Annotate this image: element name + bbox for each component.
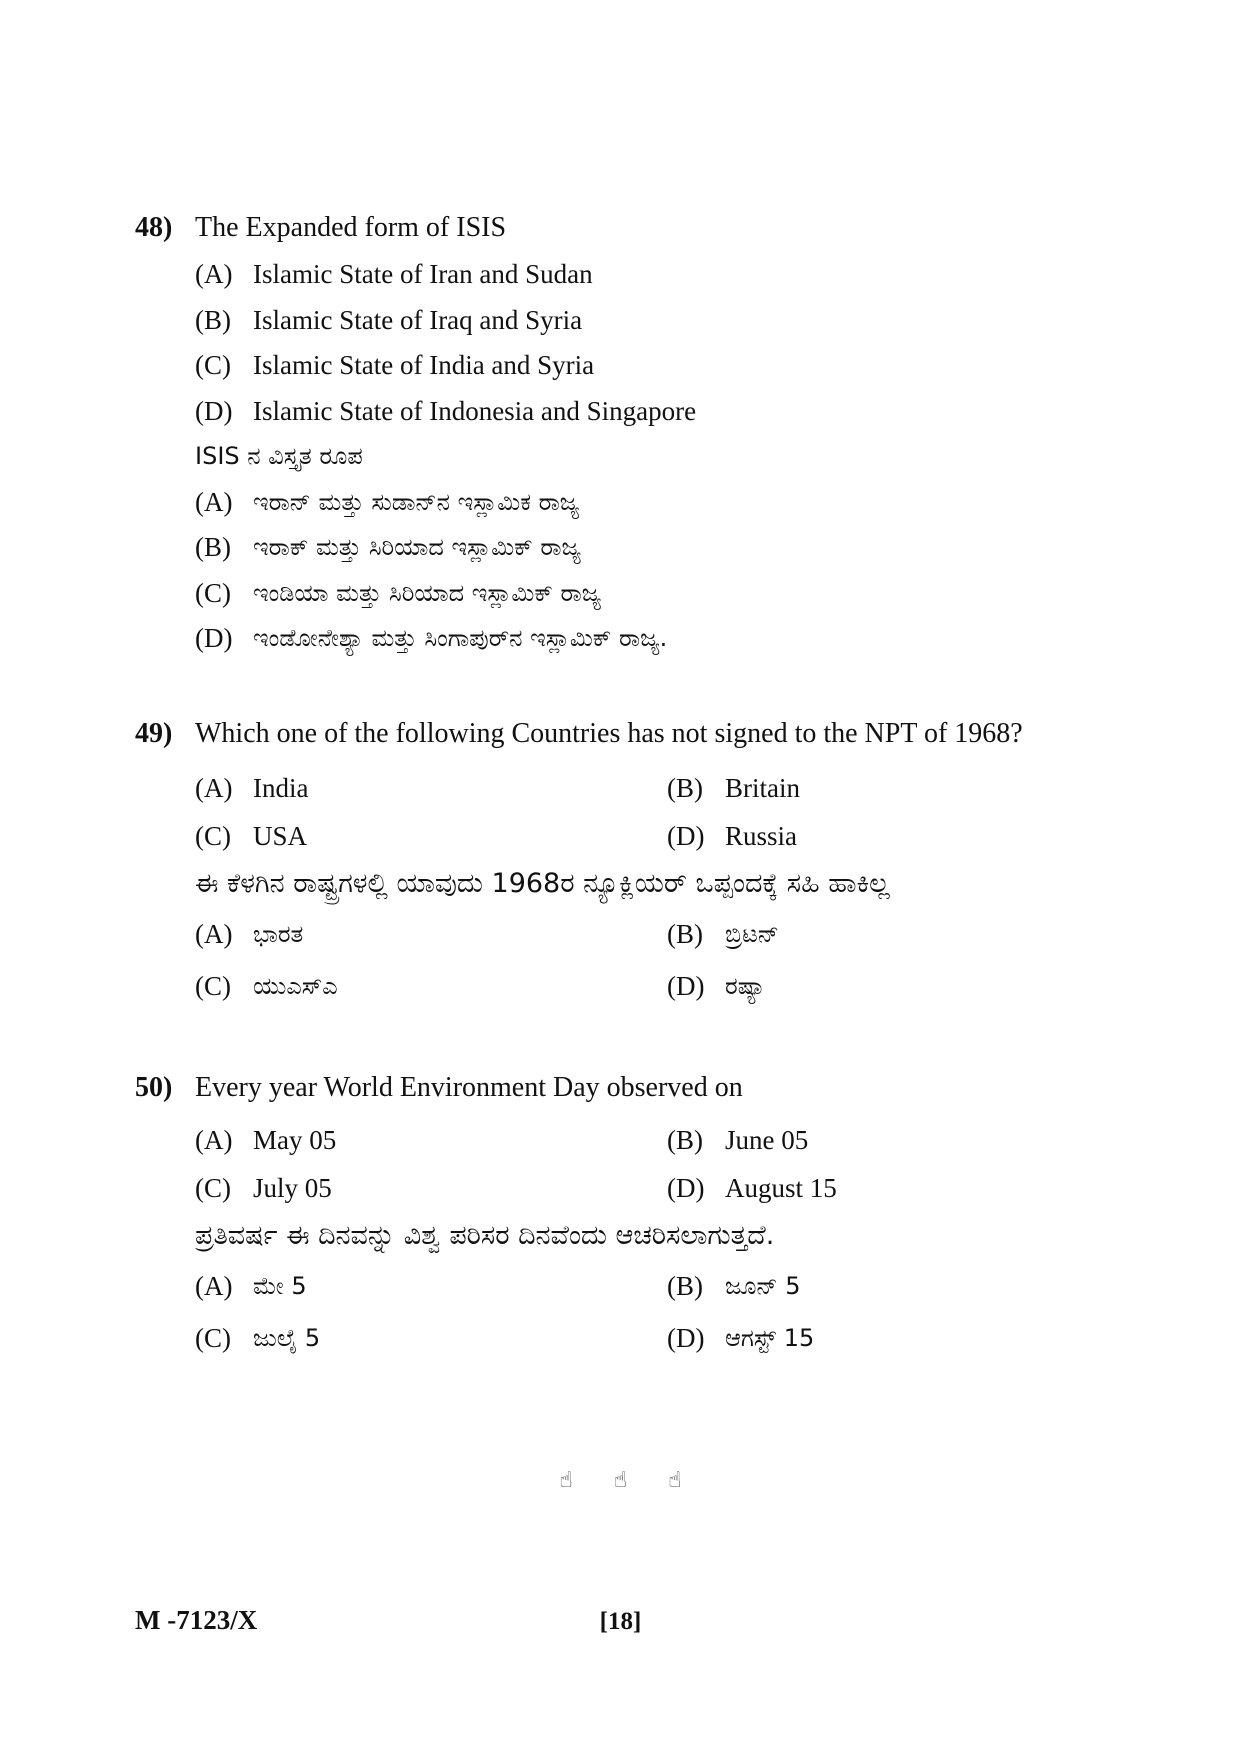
question-number: 49) xyxy=(135,718,173,749)
option-b xyxy=(667,1116,1139,1164)
option-label: (B) xyxy=(667,773,703,803)
option-text: ಮೇ 5 xyxy=(253,1272,307,1300)
option-text: ಇಂಡೋನೇಶ್ಯಾ ಮತ್ತು ಸಿಂಗಾಪುರ್‌ನ ಇಸ್ಲಾಮಿಕ್ ರಾಜ್ಯ. xyxy=(253,624,668,652)
option-label: (D) xyxy=(195,395,233,426)
question-text: The Expanded form of ISIS xyxy=(195,212,507,243)
option-label: (B) xyxy=(667,1271,703,1301)
pointing-hand-icon: ☝ xyxy=(559,1468,573,1493)
option-d xyxy=(195,389,1135,435)
question-text: Every year World Environment Day observed on xyxy=(195,1072,743,1103)
question-50 xyxy=(135,1072,1135,1364)
option-c xyxy=(195,343,1135,389)
option-label: (A) xyxy=(195,773,233,803)
option-b xyxy=(667,764,1139,812)
option-text: Islamic State of Iraq and Syria xyxy=(253,304,583,335)
paper-code: M -7123/X xyxy=(135,1605,258,1635)
question-header xyxy=(135,212,1135,252)
options-row xyxy=(195,812,1135,860)
option-d xyxy=(667,812,1139,860)
option-d xyxy=(667,1164,1139,1212)
option-label: (D) xyxy=(667,821,705,851)
options-row xyxy=(195,960,1135,1012)
option-text: India xyxy=(253,773,309,803)
option-b-kannada xyxy=(667,908,1139,960)
options-row xyxy=(195,764,1135,812)
option-label: (A) xyxy=(195,1125,233,1155)
option-text: June 05 xyxy=(725,1125,809,1155)
option-c-kannada xyxy=(195,571,1135,617)
option-text: May 05 xyxy=(253,1125,337,1155)
question-text-kannada: ISIS ನ ವಿಸ್ತೃತ ರೂಪ xyxy=(195,442,363,470)
option-a-kannada xyxy=(195,480,1135,526)
option-c-kannada xyxy=(195,960,667,1012)
option-text: Britain xyxy=(725,773,800,803)
option-c xyxy=(195,1164,667,1212)
question-header xyxy=(135,1072,1135,1112)
option-label: (C) xyxy=(195,971,231,1001)
option-label: (A) xyxy=(195,1271,233,1301)
question-body xyxy=(195,252,1135,662)
option-label: (C) xyxy=(195,821,231,851)
option-d-kannada xyxy=(667,1312,1139,1364)
option-label: (C) xyxy=(195,350,231,380)
option-a xyxy=(195,764,667,812)
option-a-kannada xyxy=(195,908,667,960)
option-text: Islamic State of Indonesia and Singapore xyxy=(253,395,697,426)
question-body xyxy=(195,1116,1135,1364)
option-text: USA xyxy=(253,821,308,851)
question-text-kannada: ಪ್ರತಿವರ್ಷ ಈ ದಿನವನ್ನು ವಿಶ್ವ ಪರಿಸರ ದಿನವೆಂದು ಆಚರಿಸಲಾಗುತ್ತದೆ. xyxy=(195,1220,775,1251)
options-row xyxy=(195,1260,1135,1312)
option-c xyxy=(195,812,667,860)
options-row xyxy=(195,908,1135,960)
option-label: (D) xyxy=(667,1173,705,1203)
option-label: (B) xyxy=(195,304,231,335)
option-label: (C) xyxy=(195,1323,231,1353)
option-label: (D) xyxy=(195,623,233,653)
option-label: (A) xyxy=(195,486,233,517)
question-text-kannada: ಈ ಕೆಳಗಿನ ರಾಷ್ಟ್ರಗಳಲ್ಲಿ ಯಾವುದು 1968ರ ನ್ಯೂಕ್ಲಿಯರ್ ಒಪ್ಪಂದಕ್ಕೆ ಸಹಿ ಹಾಕಿಲ್ಲ xyxy=(195,868,890,899)
option-text: ಇಂಡಿಯಾ ಮತ್ತು ಸಿರಿಯಾದ ಇಸ್ಲಾಮಿಕ್ ರಾಜ್ಯ xyxy=(253,578,602,607)
question-48 xyxy=(135,212,1135,662)
option-text: ಜುಲೈ 5 xyxy=(253,1324,321,1352)
option-b-kannada xyxy=(195,525,1135,571)
option-a xyxy=(195,252,1135,298)
option-a xyxy=(195,1116,667,1164)
option-c-kannada xyxy=(195,1312,667,1364)
question-header xyxy=(135,718,1135,758)
options-row xyxy=(195,1164,1135,1212)
pointing-hand-icon: ☝ xyxy=(613,1468,628,1493)
page-number: [18] xyxy=(599,1608,642,1635)
option-text: ಯುಎಸ್‌ಎ xyxy=(253,972,338,1000)
option-text: ಇರಾಕ್ ಮತ್ತು ಸಿರಿಯಾದ ಇಸ್ಲಾಮಿಕ್ ರಾಜ್ಯ xyxy=(253,533,581,561)
option-label: (B) xyxy=(667,1125,703,1155)
option-d-kannada xyxy=(195,616,1135,662)
option-text: ರಷ್ಯಾ xyxy=(725,972,766,1000)
option-text: ಇರಾನ್ ಮತ್ತು ಸುಡಾನ್‌ನ ಇಸ್ಲಾಮಿಕ ರಾಜ್ಯ xyxy=(253,487,580,516)
option-text: ಭಾರತ xyxy=(253,920,304,948)
option-label: (A) xyxy=(195,259,233,289)
option-label: (C) xyxy=(195,1173,231,1203)
option-text: Russia xyxy=(725,821,798,851)
option-text: ಆಗಸ್ಟ್ 15 xyxy=(725,1324,815,1352)
option-label: (D) xyxy=(667,971,705,1001)
option-b xyxy=(195,298,1135,344)
question-text: Which one of the following Countries has not signed to the NPT of 1968? xyxy=(195,718,1023,749)
option-text: Islamic State of India and Syria xyxy=(253,350,595,380)
option-a-kannada xyxy=(195,1260,667,1312)
option-d-kannada xyxy=(667,960,1139,1012)
option-text: ಜೂನ್ 5 xyxy=(725,1272,801,1300)
options-row xyxy=(195,1116,1135,1164)
question-body xyxy=(195,764,1135,1012)
option-label: (B) xyxy=(667,919,703,949)
question-number: 48) xyxy=(135,212,173,243)
option-text: July 05 xyxy=(253,1173,332,1203)
option-text: Islamic State of Iran and Sudan xyxy=(253,259,593,289)
option-label: (A) xyxy=(195,919,233,949)
pointing-hand-icon: ☝ xyxy=(668,1468,682,1493)
options-row xyxy=(195,1312,1135,1364)
option-label: (B) xyxy=(195,532,231,562)
question-49 xyxy=(135,718,1135,1012)
end-ornament xyxy=(0,1468,1241,1493)
option-text: August 15 xyxy=(725,1173,837,1203)
option-label: (C) xyxy=(195,577,231,608)
option-text: ಬ್ರಿಟನ್ xyxy=(725,920,779,948)
option-b-kannada xyxy=(667,1260,1139,1312)
option-label: (D) xyxy=(667,1323,705,1353)
question-number: 50) xyxy=(135,1072,173,1103)
